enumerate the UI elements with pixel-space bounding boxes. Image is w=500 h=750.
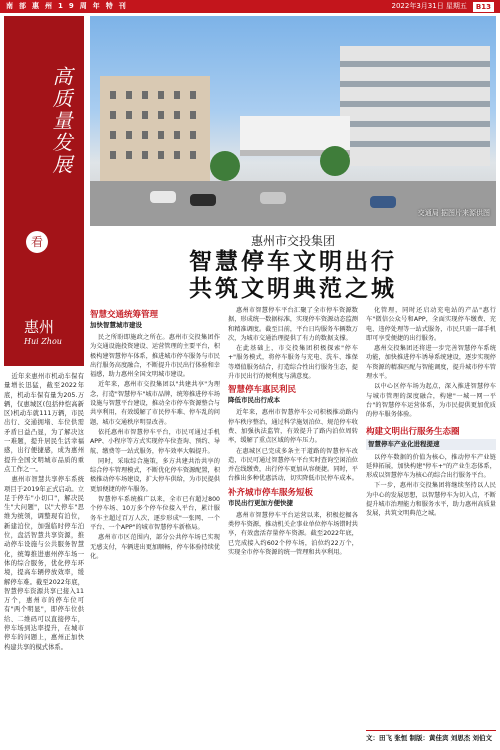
body-paragraph: 在惠城区已完成多条主干道路的智慧停车改造，市民可通过智慧停车平台实时查询空闲泊位并在线缴费，出行停车更加从容便捷。同时，平台推出多种优惠活动，切实降低市民停车成本。	[228, 447, 358, 483]
sidebar-paragraph: 近年来惠州市机动车保有量增长迅猛，截至2022年底，机动车保有量为205.万辆，仅惠城区(包括仲恺高新区)机动车就111万辆，市民出行、交通拥堵、车位供需矛盾日益凸显，为了解决这一难题，提升居民生活幸福感，出行便捷感，成为惠州提升全国文明城市品质的重点工作之一。	[4, 373, 84, 473]
header-meta	[392, 0, 494, 13]
article-headline	[90, 248, 496, 302]
header-section-title: 南部惠州19周年特刊	[6, 2, 132, 10]
body-paragraph: 智慧停车系统推广以来，全市已有超过800个停车场、10万多个停车位接入平台，累计服务车主超过百万人次，逐步形成"一张网、一个平台、一个APP"的城市智慧停车新格局。	[90, 496, 220, 531]
photo-caption: 交通局 据图片来源供图	[417, 209, 490, 217]
section-heading: 智慧停车惠民利民	[228, 385, 297, 396]
sidebar-paragraph: 惠州市智慧共享停车系统项目于2019年正式启动。立足于停车"小切口"，解决民生"大问题"，以"大停车"思维为统领，调整现有泊位，新建泊位，加强临时停车泊位，盘活智慧共享资源，推动停车设施与公共服务智慧化，统筹推进惠州停车场一体的综合服务，优化停车环境，提高车辆停放效率，缓解停车难。截至2022年底，智慧停车资源共享已接入11万个，惠州市的停车位可有"两个明显"，即停车位供给、二维码可以直接停车，停车场到达率提升，在城市停车的问题上，惠州正加快构建共享的模式体系。	[4, 476, 84, 651]
article-column-2	[228, 306, 358, 746]
section-heading: 智慧交通统筹管理	[90, 310, 159, 320]
body-paragraph: 依托惠州市智慧停车平台，市民可通过手机APP、小程序等方式实现停车位查询、预约、导航、缴费等一站式服务，停车效率大幅提升。	[90, 428, 220, 455]
section-heading: 构建文明出行服务生态圈	[366, 426, 460, 437]
lead-photo	[90, 16, 496, 226]
photo-car	[150, 191, 176, 203]
sidebar-column-title: 高质量发展	[49, 66, 73, 176]
photo-building-left	[100, 76, 210, 186]
body-paragraph: 惠州市市区范围内，部分公共停车场已实现无感支付，车辆进出更加顺畅，停车体验持续优化。	[90, 534, 220, 560]
photo-car	[370, 196, 396, 208]
body-paragraph: 民之所盼即施政之所在。惠州市交投集团作为交通设施投资建设、运营管理的主要平台，积极构建智慧停车体系，推进城市停车服务与市民出行服务高度融合，不断提升市民出行体验和幸福感，助力惠州全国文明城市建设。	[90, 334, 220, 379]
sidebar-title-tail: 惠州	[24, 318, 55, 336]
body-paragraph: 惠州市智慧停车平台汇聚了全市停车资源数据，形成统一数据标准，实现停车资源动态监测和精准调度。截至目前，平台日均服务车辆数万次，为城市交通治理提供了有力的数据支撑。	[228, 307, 358, 342]
section-subheading: 市民出行更加方便快捷	[228, 498, 293, 507]
article-kicker: 惠州市交投集团	[250, 234, 335, 248]
body-paragraph: 以停车数据的价值为核心，推动停车产业链延伸拓展，加快构建"停车+"的产业生态体系，形成以智慧停车为核心的综合出行服务平台。	[366, 453, 496, 480]
body-paragraph: 惠州交投集团还将进一步完善智慧停车系统功能，加快推进停车诱导系统建设，逐步实现停车资源的精准匹配与智能调度，提升城市停车管理水平。	[366, 345, 496, 381]
body-paragraph: 以中心区停车场为起点，深入推进智慧停车与城市管理的深度融合，构建"一城一网一平台"的智慧停车运营体系，为市民提供更加优质的停车服务体验。	[366, 383, 496, 419]
headline-line-1: 智慧停车文明出行	[189, 248, 397, 275]
body-paragraph: 惠州市智慧停车平台运营以来，积极挖掘各类停车资源，推动机关企事业单位停车场错时共享，有效盘活存量停车资源。截至2022年底，已完成接入约602个停车场，泊位约22万个，实现全市停车资源的统一管理和共享利用。	[228, 511, 358, 556]
article-column-3	[366, 306, 496, 726]
photo-building-right	[340, 46, 490, 166]
body-paragraph: 近年来，惠州市交投集团以"共建共享"为理念，打造"智慧停车"城市品牌，统筹推进停车场设施与智慧平台建设，推动全市停车资源整合与共享利用，有效缓解了市民停车难、停车乱的问题，城市交通秩序明显改善。	[90, 381, 220, 426]
sidebar-circle-badge: 看	[26, 231, 48, 253]
section-subheading: 智慧停车产业化进程提速	[366, 439, 496, 450]
body-paragraph: 化管理，同时还启动充电站的产品"惠行车"微信公众号和APP，全面实现停车缴费、充电、违停处理等一站式服务，市民只需一部手机即可享受便捷的出行服务。	[366, 307, 496, 342]
body-paragraph: 下一步，惠州市交投集团将继续坚持以人民为中心的发展思想，以智慧停车为切入点，不断提升城市治理能力和服务水平，助力惠州高质量发展，共筑文明典范之城。	[366, 482, 496, 518]
page-header-bar	[0, 0, 500, 13]
header-date: 2022年3月31日 星期五	[391, 2, 467, 10]
photo-tree	[320, 146, 350, 176]
body-paragraph: 在此基础上，市交投集团积极探索"停车+"服务模式，将停车服务与充电、洗车、维保等增值服务结合，打造综合性出行服务生态，提升市民出行的便利度与满意度。	[228, 345, 358, 381]
section-subheading: 降低市民出行成本	[228, 396, 280, 405]
sidebar-signature-text: Hui Zhou	[24, 337, 62, 346]
sidebar-banner	[4, 16, 84, 366]
headline-line-2: 共筑文明典范之城	[189, 275, 397, 302]
article-credit: 文：田飞 张恒 制版：黄佳宾 刘思杰 刘伯文	[366, 730, 496, 742]
photo-car	[190, 194, 216, 206]
section-subheading: 加快智慧城市建设	[90, 321, 142, 329]
photo-tree	[210, 151, 240, 181]
article-column-1	[90, 306, 220, 746]
sidebar-commentary	[4, 372, 84, 742]
body-paragraph: 同时，采取综合施策，多方共建共治共享的综合停车管理模式，不断优化停车资源配置，积极推动停车场建设，扩大停车供给，为市民提供更加便捷的停车服务。	[90, 457, 220, 493]
body-paragraph: 近年来，惠州市智慧停车公司积极推动路内停车秩序整治，通过科学施划泊位、规范停车收费、加强执法监管，有效提升了路内泊位周转率，缓解了重点区域的停车压力。	[228, 409, 358, 445]
photo-car	[260, 192, 286, 204]
sidebar-signature	[24, 316, 62, 346]
page-number-badge: B13	[473, 2, 494, 12]
photo-road	[90, 181, 496, 226]
section-heading: 补齐城市停车服务短板	[228, 487, 314, 498]
